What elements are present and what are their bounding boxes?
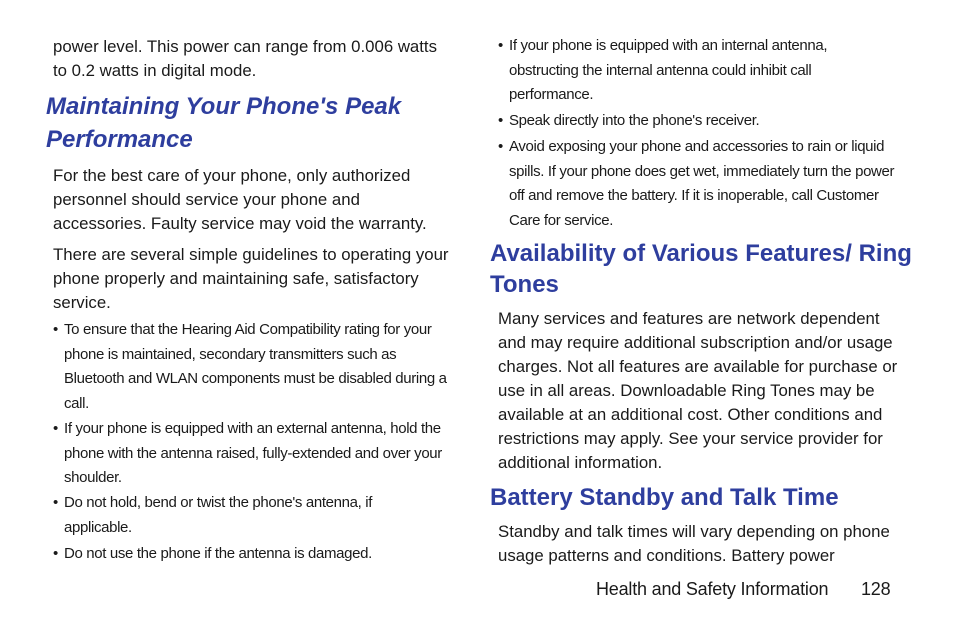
maintenance-paragraph-2: There are several simple guidelines to operating your phone properly and maintaining safe, satisfactory service. [53,245,449,312]
bullet-icon: • [53,321,59,338]
battery-paragraph: Standby and talk times will vary depending on phone usage patterns and conditions. Battery power [498,522,890,565]
list-item [498,135,918,233]
intro-paragraph: power level. This power can range from 0.006 watts to 0.2 watts in digital mode. [53,37,437,80]
ring-tones-paragraph: Many services and features are network dependent and may require additional subscription and/or usage charges. Not all features are available for purchase or use in all areas. Downloadable Ring Tones may be available at an additional cost. Other conditions and restrictions may apply. See your service provider for additional information. [498,309,898,472]
section-heading-battery: Battery Standby and Talk Time [490,484,839,511]
bullet-icon: • [53,494,59,511]
section-heading-ring-tones: Availability of Various Features/ Ring Tones [490,240,912,298]
list-item-text: To ensure that the Hearing Aid Compatibility rating for your phone is maintained, secondary transmitters such as Bluetooth and WLAN components must be disabled during a call. [64,321,447,412]
list-item-text: Avoid exposing your phone and accessories to rain or liquid spills. If your phone does get wet, immediately turn the power off and remove the battery. If it is inoperable, call Customer Care for service. [509,138,895,229]
list-item-text: If your phone is equipped with an internal antenna, obstructing the internal antenna could inhibit call performance. [509,37,828,103]
list-item [53,318,453,416]
bullet-icon: • [498,37,504,54]
list-item [53,491,453,540]
section-heading-maintenance: Maintaining Your Phone's Peak Performance [46,93,402,153]
bullet-icon: • [53,545,59,562]
list-item [498,109,918,134]
list-item-text: Do not use the phone if the antenna is damaged. [64,545,372,562]
footer-section-title: Health and Safety Information [596,579,829,599]
bullet-icon: • [53,420,59,437]
list-item [53,542,453,567]
bullet-icon: • [498,112,504,129]
footer-page-number: 128 [861,579,891,599]
maintenance-paragraph-1: For the best care of your phone, only authorized personnel should service your phone and accessories. Faulty service may void the warranty. [53,166,427,233]
list-item [53,417,453,491]
list-item-text: Speak directly into the phone's receiver. [509,112,760,129]
list-item [498,34,918,108]
list-item-text: Do not hold, bend or twist the phone's antenna, if applicable. [64,494,373,536]
bullet-icon: • [498,138,504,155]
list-item-text: If your phone is equipped with an external antenna, hold the phone with the antenna raised, fully-extended and over your shoulder. [64,420,442,486]
